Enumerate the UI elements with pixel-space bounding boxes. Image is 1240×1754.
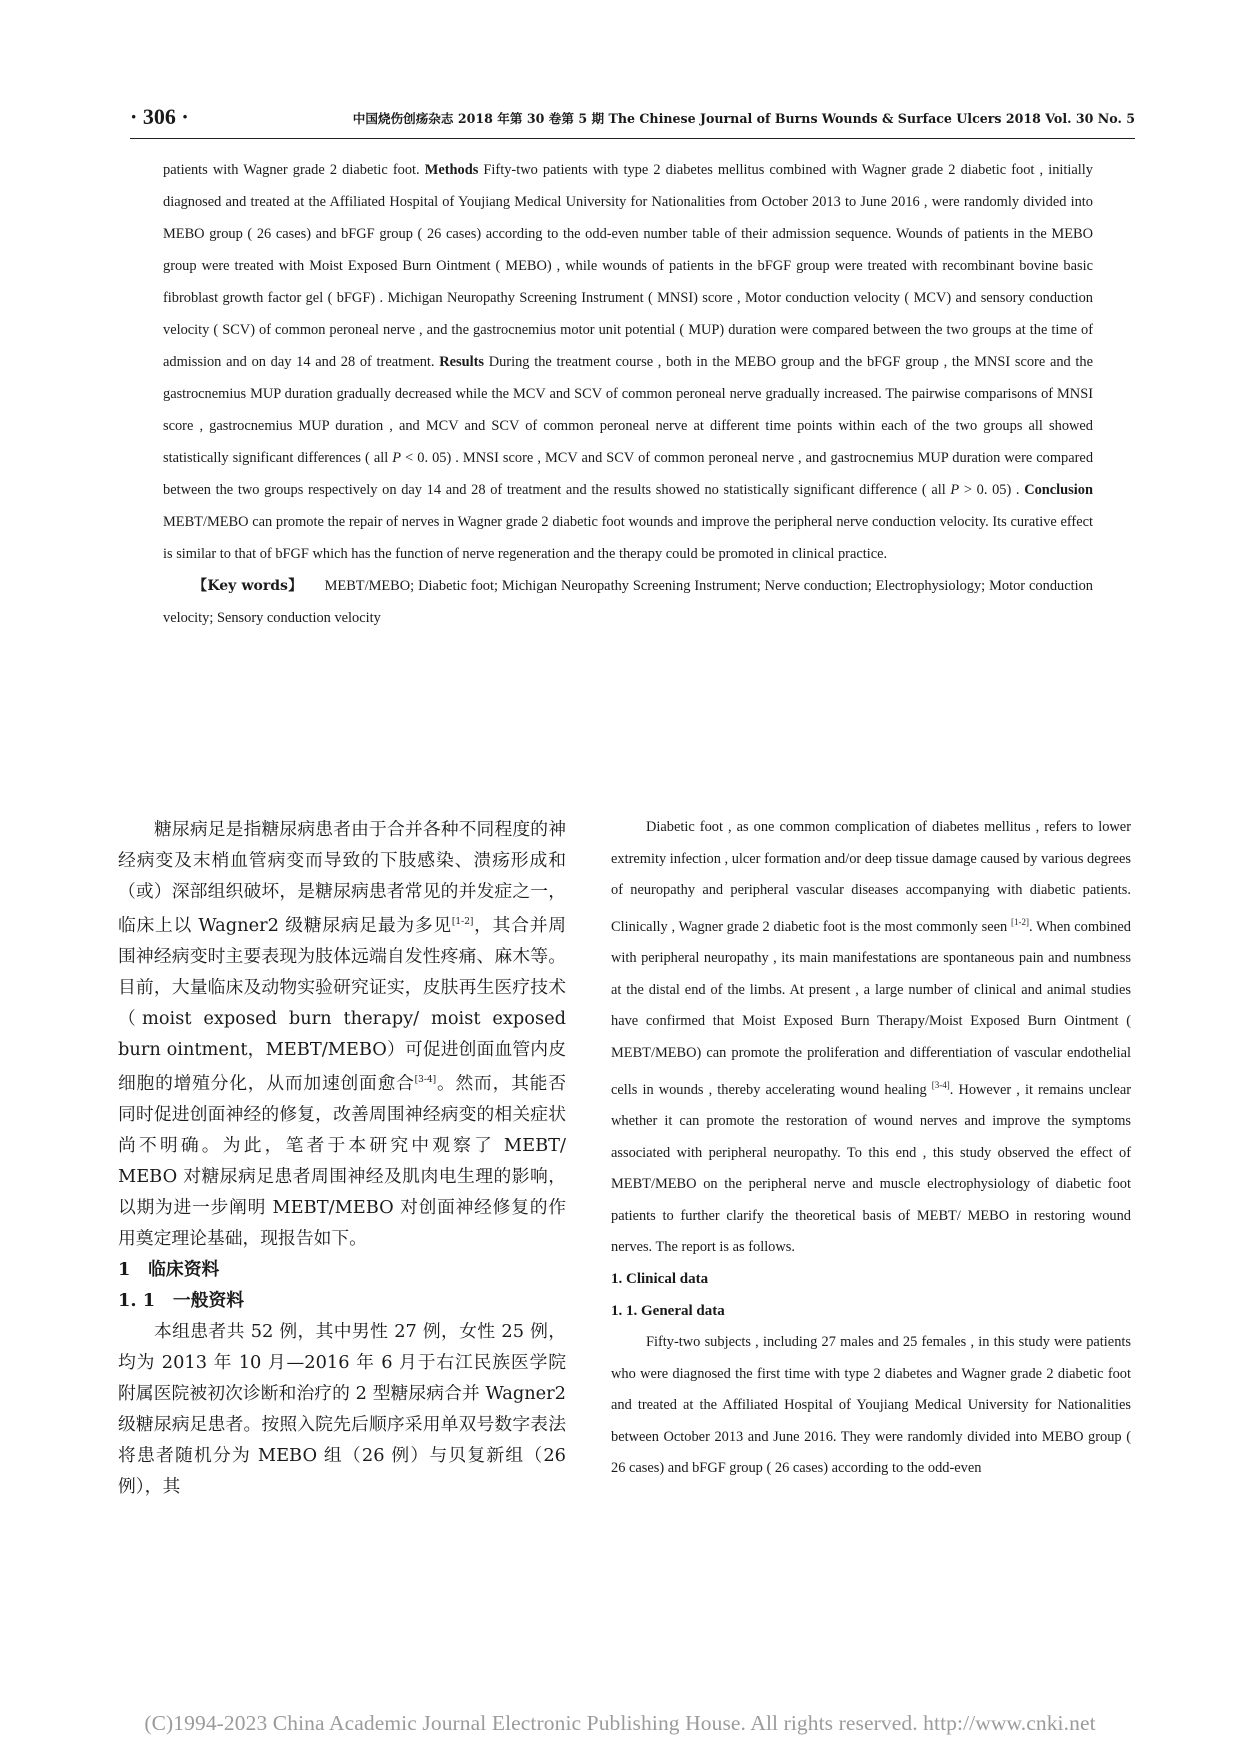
methods-label: Methods (424, 162, 479, 178)
chinese-intro-text: ，其合并周围神经病变时主要表现为肢体远端自发性疼痛、麻木等。目前，大量临床及动物实验研究证实，皮肤再生医疗技术（moist exposed burn therapy/ moist exposed burn ointment，MEBT/MEBO）可促进创面血管内皮细胞的增殖分化，从而加速创面愈合 (118, 914, 566, 1094)
abstract-body (163, 154, 1093, 570)
citation: [1-2] (1010, 916, 1029, 927)
english-subsection-heading: 1. 1. General data (611, 1302, 725, 1319)
conclusion-text: MEBT/MEBO can promote the repair of nerves in Wagner grade 2 diabetic foot wounds and improve the peripheral nerve conduction velocity. Its curative effect is similar to that of bFGF which has the function of nerve regeneration and the therapy could be promoted in clinical practice. (163, 514, 1093, 562)
english-intro-text: . When combined with peripheral neuropathy , its main manifestations are spontaneous pain and numbness at the distal end of the limbs. At present , a large number of clinical and animal studies have confirmed that Moist Exposed Burn Therapy/Moist Exposed Burn Ointment ( MEBT/MEBO) can promote the proliferation and differentiation of vascular endothelial cells in wounds , thereby accelerating wound healing (611, 918, 1131, 1098)
chinese-intro-paragraph (118, 814, 566, 1254)
english-intro-paragraph (611, 812, 1131, 1264)
p-symbol: P (392, 450, 402, 466)
running-title: 中国烧伤创疡杂志 2018 年第 30 卷第 5 期 The Chinese Journal of Burns Wounds & Surface Ulcers 2018 Vol. 30 No. 5 (352, 111, 1135, 126)
chinese-general-data-paragraph: 本组患者共 52 例，其中男性 27 例，女性 25 例，均为 2013 年 10 月—2016 年 6 月于右江民族医学院附属医院被初次诊断和治疗的 2 型糖尿病合并 Wagner2 级糖尿病足患者。按照入院先后顺序采用单双号数字表法将患者随机分为 MEBO 组（26 例）与贝复新组（26 例），其 (118, 1320, 566, 1497)
chinese-intro-text: 。然而，其能否同时促进创面神经的修复，改善周围神经病变的相关症状尚不明确。为此，笔者于本研究中观察了 MEBT/ MEBO 对糖尿病足患者周围神经及肌肉电生理的影响，以期为进一步阐明 MEBT/MEBO 对创面神经修复的作用奠定理论基础，现报告如下。 (118, 1072, 566, 1249)
keywords-label: 【Key words】 (193, 578, 303, 594)
english-intro-text: Diabetic foot , as one common complication of diabetes mellitus , refers to lower extremity infection , ulcer formation and/or deep tissue damage caused by various degrees of neuropathy and peripheral vascular diseases accompanying with diabetic patients. Clinically , Wagner grade 2 diabetic foot is the most commonly seen (611, 819, 1131, 935)
keywords-text: MEBT/MEBO; Diabetic foot; Michigan Neuropathy Screening Instrument; Nerve conduction; Electrophysiology; Motor conduction velocity; Sensory conduction velocity (163, 578, 1093, 626)
chinese-section-heading: 1 临床资料 (118, 1258, 220, 1280)
page-header (130, 104, 1135, 136)
results-text-2: < 0. 05) . MNSI score , MCV and SCV of common peroneal nerve , and gastrocnemius MUP duration were compared between the two groups respectively on day 14 and 28 of treatment and the results showed no statistically significant difference ( all (163, 450, 1094, 498)
english-general-data-paragraph: Fifty-two subjects , including 27 males and 25 females , in this study were patients who were diagnosed the first time with type 2 diabetes and Wagner grade 2 diabetic foot and treated at the Affiliated Hospital of Youjiang Medical University for Nationalities between October 2013 and June 2016. They were randomly divided into MEBO group ( 26 cases) and bFGF group ( 26 cases) according to the odd-even (611, 1334, 1131, 1477)
header-rule (130, 138, 1135, 139)
results-label: Results (439, 354, 484, 370)
chinese-subsection-heading: 1. 1 一般资料 (118, 1289, 245, 1311)
page-number: · 306 · (130, 104, 189, 129)
citation: [3-4] (414, 1074, 437, 1085)
english-section-heading: 1. Clinical data (611, 1270, 709, 1287)
chinese-body-column (118, 814, 566, 1502)
english-intro-text: . However , it remains unclear whether it can promote the restoration of wound nerves and improve the symptoms associated with peripheral neuropathy. To this end , this study observed the effect of MEBT/MEBO on the peripheral nerve and muscle electrophysiology of diabetic foot patients to further clarify the theoretical basis of MEBT/ MEBO in restoring wound nerves. The report is as follows. (611, 1081, 1131, 1256)
english-abstract (163, 154, 1093, 634)
results-text-1: During the treatment course , both in the MEBO group and the bFGF group , the MNSI score and the gastrocnemius MUP duration gradually decreased while the MCV and SCV of common peroneal nerve gradually increased. The pairwise comparisons of MNSI score , gastrocnemius MUP duration , and MCV and SCV of common peroneal nerve at different time points within each of the two groups all showed statistically significant differences ( all (163, 354, 1094, 466)
english-body-column (611, 812, 1131, 1485)
keywords (163, 570, 1093, 634)
citation: [1-2] (451, 917, 474, 927)
citation: [3-4] (931, 1079, 950, 1090)
abstract-intro: patients with Wagner grade 2 diabetic foot. (163, 162, 425, 178)
chinese-intro-text: 糖尿病足是指糖尿病患者由于合并各种不同程度的神经病变及末梢血管病变而导致的下肢感染、溃疡形成和（或）深部组织破坏，是糖尿病患者常见的并发症之一，临床上以 Wagner2 级糖尿病足最为多见 (118, 819, 566, 936)
results-text-3: > 0. 05) . (959, 482, 1025, 498)
methods-text: Fifty-two patients with type 2 diabetes mellitus combined with Wagner grade 2 diabetic foot , initially diagnosed and treated at the Affiliated Hospital of Youjiang Medical University for Nationalities from October 2013 to June 2016 , were randomly divided into MEBO group ( 26 cases) and bFGF group ( 26 cases) according to the odd-even number table of their admission sequence. Wounds of patients in the MEBO group were treated with Moist Exposed Burn Ointment ( MEBO) , while wounds of patients in the bFGF group were treated with recombinant bovine basic fibroblast growth factor gel ( bFGF) . Michigan Neuropathy Screening Instrument ( MNSI) score , Motor conduction velocity ( MCV) and sensory conduction velocity ( SCV) of common peroneal nerve , and the gastrocnemius motor unit potential ( MUP) duration were compared between the two groups at the time of admission and on day 14 and 28 of treatment. (163, 162, 1093, 370)
conclusion-label: Conclusion (1024, 482, 1093, 498)
copyright-footer: (C)1994-2023 China Academic Journal Electronic Publishing House. All rights reserved. http://www.cnki.net (144, 1711, 1096, 1735)
p-symbol: P (950, 482, 960, 498)
